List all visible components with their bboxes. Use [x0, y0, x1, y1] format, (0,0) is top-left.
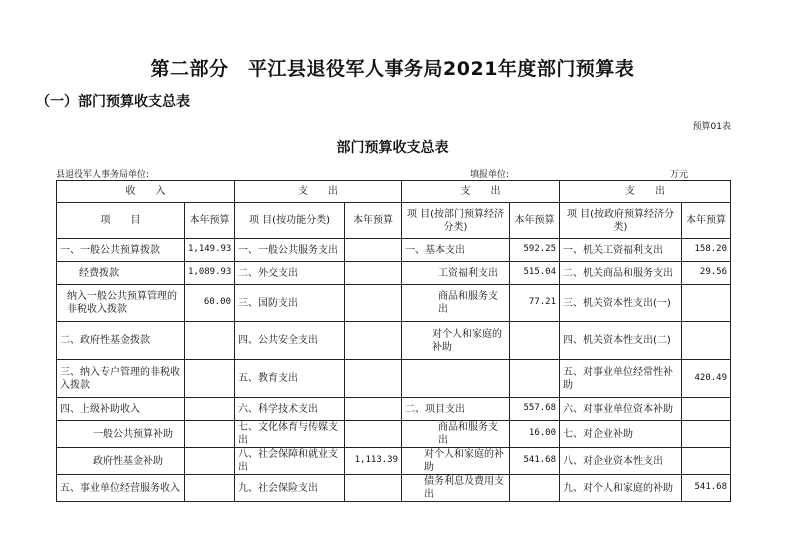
cell	[682, 448, 731, 475]
cell	[345, 262, 402, 285]
cell	[185, 322, 235, 360]
cell: 五、对事业单位经常性补助	[560, 360, 682, 398]
cell: 1,149.93	[185, 239, 235, 262]
cell: 九、对个人和家庭的补助	[560, 475, 682, 502]
cell	[682, 285, 731, 322]
table-title: 部门预算收支总表	[336, 140, 449, 156]
cell: 五、事业单位经营服务收入	[57, 475, 185, 502]
cell	[345, 360, 402, 398]
cell	[682, 322, 731, 360]
cell: 77.21	[510, 285, 560, 322]
cell: 六、对事业单位资本补助	[560, 398, 682, 421]
table-row	[57, 239, 731, 262]
cell	[185, 421, 235, 448]
cell: 557.68	[510, 398, 560, 421]
table-row	[57, 398, 731, 421]
cell	[185, 448, 235, 475]
cell: 541.68	[510, 448, 560, 475]
cell	[345, 285, 402, 322]
cell	[345, 421, 402, 448]
section-subtitle: （一）部门预算收支总表	[36, 94, 190, 110]
cell: 592.25	[510, 239, 560, 262]
budget-table	[56, 180, 731, 502]
table-row	[57, 448, 731, 475]
cell: 420.49	[682, 360, 731, 398]
cell	[185, 398, 235, 421]
header-row-2	[57, 203, 731, 239]
cell: 二、政府性基金拨款	[57, 322, 185, 360]
cell	[185, 360, 235, 398]
cell: 四、机关资本性支出(二)	[560, 322, 682, 360]
cell: 一般公共预算补助	[57, 421, 185, 448]
cell	[345, 322, 402, 360]
page-title: 第二部分 平江县退役军人事务局2021年度部门预算表	[150, 58, 635, 80]
cell: 二、机关商品和服务支出	[560, 262, 682, 285]
cell: 三、纳入专户管理的非税收入拨款	[57, 360, 185, 398]
table-row	[57, 285, 731, 322]
cell: 1,113.39	[345, 448, 402, 475]
cell: 二、项目支出	[402, 398, 510, 421]
header-gov-item: 项 目(按政府预算经济分类)	[560, 203, 682, 239]
cell: 债务利息及费用支出	[402, 475, 510, 502]
cell: 商品和服务支出	[402, 421, 510, 448]
table-row	[57, 421, 731, 448]
table-row	[57, 360, 731, 398]
table-row	[57, 262, 731, 285]
header-budget-3: 本年预算	[510, 203, 560, 239]
cell: 三、机关资本性支出(一)	[560, 285, 682, 322]
cell	[682, 421, 731, 448]
cell: 八、对企业资本性支出	[560, 448, 682, 475]
cell	[510, 475, 560, 502]
cell: 一、基本支出	[402, 239, 510, 262]
unit-left-label: 县退役军人事务局单位:	[56, 170, 150, 180]
header-budget: 本年预算	[185, 203, 235, 239]
cell: 对个人和家庭的补助	[402, 448, 510, 475]
cell: 158.20	[682, 239, 731, 262]
cell	[682, 398, 731, 421]
cell	[345, 239, 402, 262]
cell	[402, 360, 510, 398]
cell: 四、公共安全支出	[235, 322, 345, 360]
header-budget-4: 本年预算	[682, 203, 731, 239]
cell: 三、国防支出	[235, 285, 345, 322]
cell: 一、机关工资福利支出	[560, 239, 682, 262]
cell: 八、社会保障和就业支出	[235, 448, 345, 475]
cell	[510, 322, 560, 360]
header-item: 项 目	[57, 203, 185, 239]
cell: 五、教育支出	[235, 360, 345, 398]
cell: 一、一般公共服务支出	[235, 239, 345, 262]
cell: 60.00	[185, 285, 235, 322]
cell: 政府性基金补助	[57, 448, 185, 475]
cell: 七、文化体育与传媒支出	[235, 421, 345, 448]
unit-right-label: 万元	[670, 170, 689, 180]
cell: 1,089.93	[185, 262, 235, 285]
header-budget-2: 本年预算	[345, 203, 402, 239]
table-row	[57, 475, 731, 502]
cell: 541.68	[682, 475, 731, 502]
cell: 515.04	[510, 262, 560, 285]
cell: 纳入一般公共预算管理的非税收入拨款	[57, 285, 185, 322]
header-func-item: 项 目(按功能分类)	[235, 203, 345, 239]
cell: 29.56	[682, 262, 731, 285]
cell: 六、科学技术支出	[235, 398, 345, 421]
cell: 经费拨款	[57, 262, 185, 285]
cell	[345, 475, 402, 502]
unit-mid-label: 填报单位:	[470, 170, 510, 180]
header-income: 收 入	[57, 181, 235, 203]
cell: 对个人和家庭的补助	[402, 322, 510, 360]
header-row-1	[57, 181, 731, 203]
cell: 七、对企业补助	[560, 421, 682, 448]
header-expense-government: 支 出	[560, 181, 731, 203]
cell: 二、外交支出	[235, 262, 345, 285]
cell: 工资福利支出	[402, 262, 510, 285]
cell	[510, 360, 560, 398]
cell	[345, 398, 402, 421]
table-code: 预算01表	[692, 122, 731, 132]
table-row	[57, 322, 731, 360]
header-expense-functional: 支 出	[235, 181, 402, 203]
header-expense-department: 支 出	[402, 181, 560, 203]
cell: 商品和服务支出	[402, 285, 510, 322]
cell: 九、社会保险支出	[235, 475, 345, 502]
cell: 16.00	[510, 421, 560, 448]
header-dept-item: 项 目(按部门预算经济分类)	[402, 203, 510, 239]
cell	[185, 475, 235, 502]
cell: 四、上级补助收入	[57, 398, 185, 421]
cell: 一、一般公共预算拨款	[57, 239, 185, 262]
